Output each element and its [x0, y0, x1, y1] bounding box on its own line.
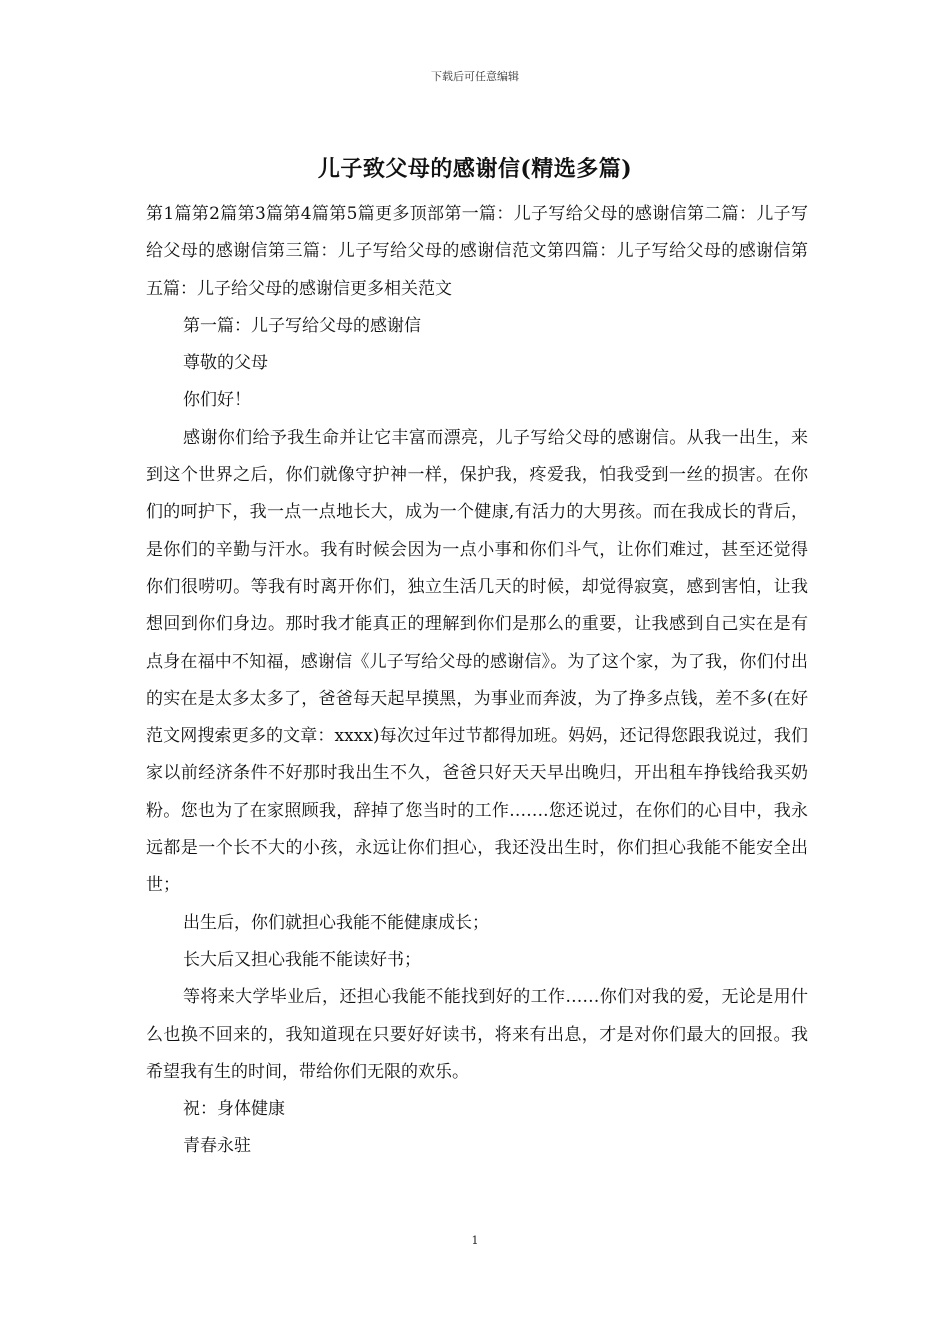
- page-header: 下载后可任意编辑: [431, 70, 519, 83]
- salutation: 尊敬的父母: [183, 353, 268, 374]
- body-paragraph: 等将来大学毕业后，还担心我能不能找到好的工作……你们对我的爱，无论是用什么也换不回来的，我知道现在只要好好读书，将来有出息，才是对你们最大的回报。我希望我有生的时间，带给你们无限的欢乐。: [146, 987, 808, 1082]
- table-of-contents-paragraph: 第1篇第2篇第3篇第4篇第5篇更多顶部第一篇：儿子写给父母的感谢信第二篇：儿子写给父母的感谢信第三篇：儿子写给父母的感谢信范文第四篇：儿子写给父母的感谢信第五篇：儿子给父母的感谢信更多相关范文: [146, 204, 808, 299]
- document-title: 儿子致父母的感谢信(精选多篇): [317, 156, 633, 182]
- document-body: [146, 196, 808, 1166]
- closing-wish: 祝：身体健康: [183, 1099, 285, 1120]
- section-heading: 第一篇：儿子写给父母的感谢信: [183, 315, 421, 336]
- body-paragraph: 长大后又担心我能不能读好书；: [183, 949, 421, 970]
- closing-wish: 青春永驻: [183, 1136, 251, 1157]
- body-paragraph: 出生后，你们就担心我能不能健康成长；: [183, 912, 489, 933]
- greeting: 你们好！: [183, 390, 251, 411]
- body-paragraph: 感谢你们给予我生命并让它丰富而漂亮，儿子写给父母的感谢信。从我一出生，来到这个世界之后，你们就像守护神一样，保护我，疼爱我，怕我受到一丝的损害。在你们的呵护下，我一点一点地长大，成为一个健康,有活力的大男孩。而在我成长的背后，是你们的辛勤与汗水。我有时候会因为一点小事和你们斗气，让你们难过，甚至还觉得你们很唠叨。等我有时离开你们，独立生活几天的时候，却觉得寂寞，感到害怕，让我想回到你们身边。那时我才能真正的理解到你们是那么的重要，让我感到自己实在是有点身在福中不知福，感谢信《儿子写给父母的感谢信》。为了这个家，为了我，你们付出的实在是太多太多了，爸爸每天起早摸黑，为事业而奔波，为了挣多点钱，差不多(在好范文网搜索更多的文章：xxxx)每次过年过节都得加班。妈妈，还记得您跟我说过，我们家以前经济条件不好那时我出生不久，爸爸只好天天早出晚归，开出租车挣钱给我买奶粉。您也为了在家照顾我，辞掉了您当时的工作…….您还说过，在你们的心目中，我永远都是一个长不大的小孩，永远让你们担心，我还没出生时，你们担心我能不能安全出世；: [146, 427, 808, 896]
- page-number: 1: [471, 1234, 479, 1247]
